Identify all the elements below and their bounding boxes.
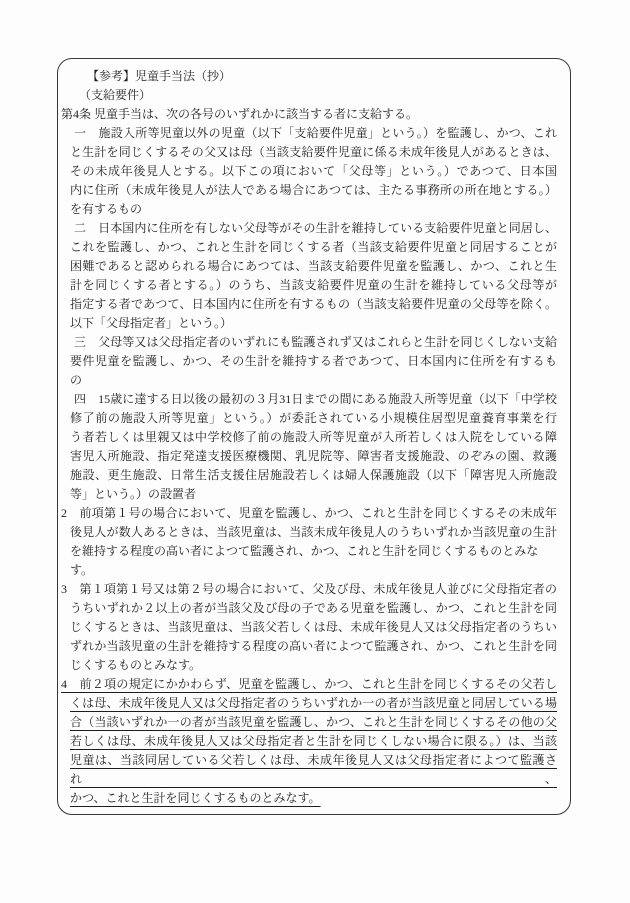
block-item-4 bbox=[61, 390, 557, 504]
block-para-4 bbox=[61, 675, 557, 808]
text-line: 内に住所（未成年後見人が法人である場合にあつては、主たる事務所の所在地とする。） bbox=[70, 183, 557, 197]
text-line: 等」という。）の設置者 bbox=[70, 487, 197, 501]
text-line: を維持する程度の高い者によつて監護され、かつ、これと生計を同じくするものとみなす。 bbox=[70, 544, 539, 577]
block-item-2 bbox=[61, 219, 557, 333]
text-line: じくするときは、当該児童は、当該父若しくは母、未成年後見人又は父母指定者のうちい bbox=[70, 620, 557, 634]
text-line: 後見人が数人あるときは、当該児童は、当該未成年後見人のうちいずれか当該児童の生計 bbox=[70, 525, 557, 539]
text-line: くは母、未成年後見人又は父母指定者のうちいずれか一の者が当該児童と同居している場 bbox=[70, 696, 557, 710]
text-line: 四 15歳に達する日以後の最初の３月31日までの間にある施設入所等児童（以下「中学校 bbox=[74, 392, 557, 406]
text-line: の bbox=[70, 373, 83, 387]
block-title bbox=[61, 67, 557, 86]
text-line: 施設、更生施設、日常生活支援住居施設若しくは婦人保護施設（以下「障害児入所施設 bbox=[70, 468, 557, 482]
text-line: 以下「父母指定者」という。） bbox=[70, 316, 233, 330]
block-item-1 bbox=[61, 124, 557, 219]
text-line: 合（当該いずれか一の者が当該児童を監護し、かつ、これと生計を同じくするその他の父 bbox=[70, 715, 557, 729]
text-line: 修了前の施設入所等児童」という。）が委託されている小規模住居型児童養育事業を行 bbox=[70, 411, 557, 425]
text-line: うちいずれか２以上の者が当該父及び母の子である児童を監護し、かつ、これと生計を同 bbox=[70, 601, 557, 615]
text-line: 3 第１項第１号又は第２号の場合において、父及び母、未成年後見人並びに父母指定者の bbox=[61, 582, 557, 596]
text-line: 児童は、当該同居している父若しくは母、未成年後見人又は父母指定者によつて監護され、 bbox=[70, 753, 557, 786]
reference-box bbox=[57, 58, 571, 815]
block-para-3 bbox=[61, 580, 557, 675]
text-line: 困難であると認められる場合にあつては、当該支給要件児童を監護し、かつ、これと生 bbox=[70, 259, 557, 273]
block-heading bbox=[61, 86, 557, 105]
text-line: 2 前項第１号の場合において、児童を監護し、かつ、これと生計を同じくするその未成年 bbox=[61, 506, 557, 520]
text-line: かつ、これと生計を同じくするものとみなす。 bbox=[70, 791, 321, 805]
text-line: を有するもの bbox=[70, 202, 143, 216]
text-line: これを監護し、かつ、これと生計を同じくする者（当該支給要件児童と同居することが bbox=[70, 240, 557, 254]
block-para-2 bbox=[61, 504, 557, 580]
text-line: 【参考】児童手当法（抄） bbox=[87, 69, 232, 83]
text-line: その未成年後見人とする。以下この項において「父母等」という。）であつて、日本国 bbox=[70, 164, 557, 178]
text-line: じくするものとみなす。 bbox=[70, 658, 202, 672]
block-article-4-intro bbox=[61, 105, 557, 124]
text-line: ずれか当該児童の生計を維持する程度の高い者によつて監護され、かつ、これと生計を同 bbox=[70, 639, 557, 653]
text-line: 計を同じくする者とする。）のうち、当該支給要件児童の生計を維持している父母等が bbox=[70, 278, 557, 292]
text-line: 若しくは母、未成年後見人又は父母指定者と生計を同じくしない場合に限る。）は、当該 bbox=[70, 734, 557, 748]
text-line: う者若しくは里親又は中学校修了前の施設入所等児童が入所若しくは入院をしている障 bbox=[70, 430, 557, 444]
block-item-3 bbox=[61, 333, 557, 390]
text-line: と生計を同じくするその父又は母（当該支給要件児童に係る未成年後見人があるときは、 bbox=[70, 145, 557, 159]
text-line: 三 父母等又は父母指定者のいずれにも監護されず又はこれらと生計を同じくしない支給 bbox=[74, 335, 557, 349]
text-line: 一 施設入所等児童以外の児童（以下「支給要件児童」という。）を監護し、かつ、これ bbox=[74, 126, 557, 140]
text-line: 害児入所施設、指定発達支援医療機関、乳児院等、障害者支援施設、のぞみの園、救護 bbox=[70, 449, 557, 463]
text-line: 指定する者であつて、日本国内に住所を有するもの（当該支給要件児童の父母等を除く。 bbox=[70, 297, 557, 311]
text-line: 要件児童を監護し、かつ、その生計を維持する者であつて、日本国内に住所を有するも bbox=[70, 354, 557, 368]
text-line: 第4条 児童手当は、次の各号のいずれかに該当する者に支給する。 bbox=[61, 107, 419, 121]
text-line: 二 日本国内に住所を有しない父母等がその生計を維持している支給要件児童と同居し、 bbox=[74, 221, 557, 235]
text-line: 4 前２項の規定にかかわらず、児童を監護し、かつ、これと生計を同じくするその父若し bbox=[61, 677, 557, 691]
text-line: （支給要件） bbox=[79, 88, 152, 102]
